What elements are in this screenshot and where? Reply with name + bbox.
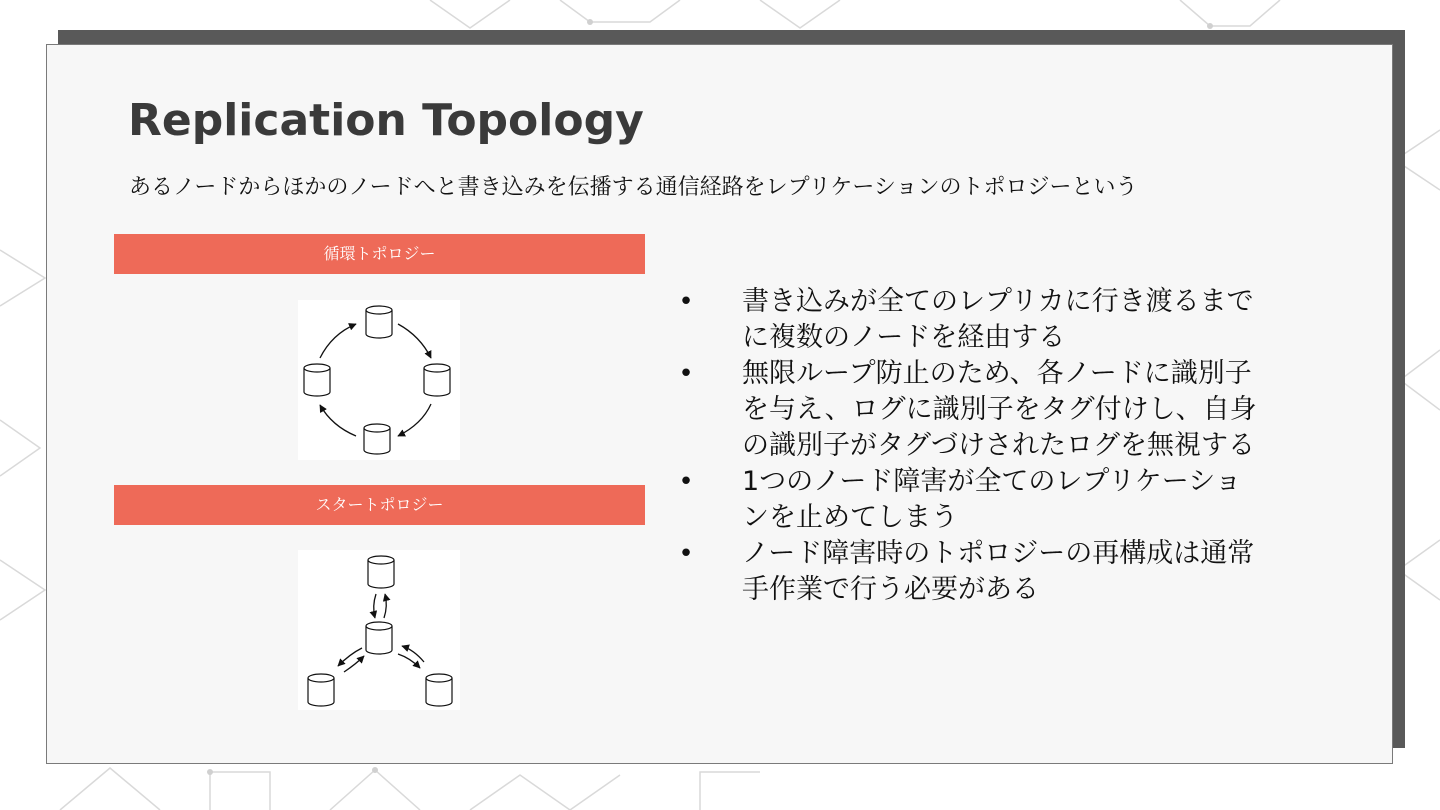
bullet-text: 書き込みが全てのレプリカに行き渡るまでに複数のノードを経由する: [742, 286, 1254, 353]
database-cylinder-icon: [424, 364, 450, 396]
arrow-icon: [384, 594, 386, 618]
bullet-text: ノード障害時のトポロジーの再構成は通常手作業で行う必要がある: [742, 538, 1255, 605]
circular-topology-diagram: [298, 300, 460, 460]
circular-topology-header: 循環トポロジー: [114, 234, 645, 274]
database-cylinder-icon: [304, 364, 330, 396]
bullet-marker: •: [678, 287, 694, 317]
list-item: [676, 536, 1276, 608]
star-topology-diagram: [298, 550, 460, 710]
database-cylinder-icon: [426, 674, 452, 706]
arrow-icon: [402, 646, 424, 662]
arrow-icon: [338, 648, 362, 666]
star-topology-header: スタートポロジー: [114, 485, 645, 525]
database-cylinder-icon: [364, 424, 390, 454]
arrow-icon: [320, 324, 356, 358]
database-cylinder-icon: [368, 556, 394, 588]
database-cylinder-icon: [366, 622, 392, 654]
bullet-marker: •: [678, 539, 694, 569]
slide-title: Replication Topology: [128, 95, 644, 146]
list-item: [676, 284, 1276, 356]
slide-subtitle: あるノードからほかのノードへと書き込みを伝播する通信経路をレプリケーションのトポロジーという: [129, 175, 1138, 200]
bullet-list: [676, 284, 1276, 608]
database-cylinder-icon: [308, 674, 334, 706]
bullet-text: 無限ループ防止のため、各ノードに識別子を与え、ログに識別子をタグ付けし、自身の識別子がタグづけされたログを無視する: [742, 358, 1257, 461]
arrow-icon: [398, 404, 431, 436]
list-item: [676, 464, 1276, 536]
arrow-icon: [398, 654, 420, 668]
database-cylinder-icon: [366, 306, 392, 338]
arrow-icon: [320, 405, 356, 436]
arrow-icon: [398, 324, 431, 358]
list-item: [676, 356, 1276, 464]
bullet-text: 1つのノード障害が全てのレプリケーションを止めてしまう: [742, 466, 1242, 533]
arrow-icon: [374, 594, 376, 618]
bullet-marker: •: [678, 467, 694, 497]
bullet-marker: •: [678, 359, 694, 389]
